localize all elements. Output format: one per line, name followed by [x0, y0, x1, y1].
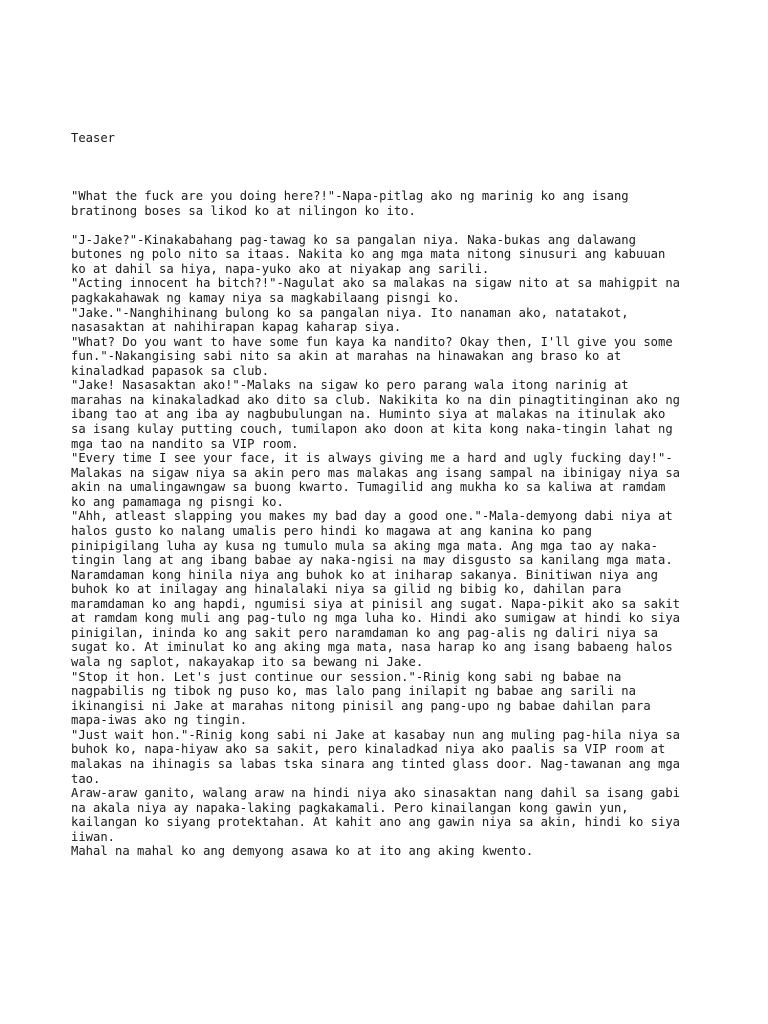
text-line: "Jake! Nasasaktan ako!"-Malaks na sigaw ko pero parang wala itong narinig at — [71, 378, 629, 393]
text-line: tingin lang at ang ibang babae ay naka-ngisi na may disgusto sa kanilang mga mata. — [71, 553, 673, 568]
text-line: na akala niya ay napaka-laking pagkakamali. Pero kinailangan kong gawin yun, — [71, 800, 629, 815]
text-line: tao. — [71, 771, 101, 786]
text-line: ko at dahil sa hiya, napa-yuko ako at niyakap ang sarili. — [71, 261, 490, 276]
text-line: maramdaman ko ang hapdi, ngumisi siya at pinisil ang sugat. Napa-pikit ako sa sakit — [71, 596, 681, 611]
text-line: Malakas na sigaw niya sa akin pero mas malakas ang isang sampal na ibinigay niya sa — [71, 465, 681, 480]
text-line: sugat ko. At iminulat ko ang aking mga mata, nasa harap ko ang isang babaeng halos — [71, 640, 673, 655]
text-line: buhok ko at inilagay ang hinalalaki niya sa gilid ng bibig ko, dahilan para — [71, 582, 622, 597]
text-line: "Just wait hon."-Rinig kong sabi ni Jake at kasabay nun ang muling pag-hila niya sa — [71, 727, 681, 742]
text-line: mapa-iwas ako ng tingin. — [71, 713, 248, 728]
text-line: marahas na kinakaladkad ako dito sa club. Nakikita ko na din pinagtitinginan ako ng — [71, 392, 681, 407]
text-line: Mahal na mahal ko ang demyong asawa ko at ito ang aking kwento. — [71, 844, 534, 859]
text-line: Araw-araw ganito, walang araw na hindi niya ako sinasaktan nang dahil sa isang gabi — [71, 786, 681, 801]
document-body — [71, 189, 711, 859]
text-line: pinipigilang luha ay kusa ng tumulo mula sa aking mga mata. Ang mga tao ay naka- — [71, 538, 658, 553]
text-line: kinaladkad papasok sa club. — [71, 363, 270, 378]
text-line: pagkakahawak ng kamay niya sa magkabilaang pisngi ko. — [71, 290, 460, 305]
text-line: buhok ko, napa-hiyaw ako sa sakit, pero kinaladkad niya ako paalis sa VIP room at — [71, 742, 666, 757]
text-line: halos gusto ko nalang umalis pero hindi ko magawa at ang kanina ko pang — [71, 523, 592, 538]
text-line: "What? Do you want to have some fun kaya ka nandito? Okay then, I'll give you some — [71, 334, 673, 349]
text-line: ko ang pamamaga ng pisngi ko. — [71, 494, 284, 509]
text-line: bratinong boses sa likod ko at nilingon ko ito. — [71, 203, 416, 218]
text-line: iiwan. — [71, 829, 116, 844]
text-line: ibang tao at ang iba ay nagbubulungan na. Huminto siya at malakas na itinulak ako — [71, 407, 666, 422]
text-line: "J-Jake?"-Kinakabahang pag-tawag ko sa pangalan niya. Naka-bukas ang dalawang — [71, 232, 636, 247]
paragraph-gap — [71, 218, 711, 233]
text-line: "Stop it hon. Let's just continue our session."-Rinig kong sabi ng babae na — [71, 669, 622, 684]
document-title: Teaser — [71, 131, 116, 145]
text-line: Naramdaman kong hinila niya ang buhok ko at iniharap sakanya. Binitiwan niya ang — [71, 567, 658, 582]
text-line: akin na umalingawngaw sa buong kwarto. Tumagilid ang mukha ko sa kaliwa at ramdam — [71, 480, 666, 495]
paragraph-opening — [71, 189, 711, 218]
text-line: nagpabilis ng tibok ng puso ko, mas lalo pang inilapit ng babae ang sarili na — [71, 684, 636, 699]
text-line: ikinangisi ni Jake at marahas nitong pinisil ang pang-upo ng babae dahilan para — [71, 698, 651, 713]
text-line: wala ng saplot, nakayakap ito sa bewang ni Jake. — [71, 655, 424, 669]
text-line: pinigilan, ininda ko ang sakit pero naramdaman ko ang pag-alis ng daliri niya sa — [71, 625, 658, 640]
paragraph-main — [71, 233, 711, 859]
text-line: at ramdam kong muli ang pag-tulo ng mga luha ko. Hindi ako sumigaw at hindi ko siya — [71, 611, 681, 626]
text-line: "Jake."-Nanghihinang bulong ko sa pangalan niya. Ito nanaman ako, natatakot, — [71, 305, 629, 320]
text-line: "Acting innocent ha bitch?!"-Nagulat ako sa malakas na sigaw nito at sa mahigpit na — [71, 276, 681, 291]
text-line: mga tao na nandito sa VIP room. — [71, 436, 299, 451]
text-line: malakas na ihinagis sa labas tska sinara ang tinted glass door. Nag-tawanan ang mga — [71, 756, 681, 771]
text-line: butones ng polo nito sa itaas. Nakita ko ang mga mata nitong sinusuri ang kabuuan — [71, 247, 666, 262]
text-line: fun."-Nakangising sabi nito sa akin at marahas na hinawakan ang braso ko at — [71, 349, 622, 364]
text-line: "What the fuck are you doing here?!"-Napa-pitlag ako ng marinig ko ang isang — [71, 189, 629, 203]
text-line: kailangan ko siyang protektahan. At kahit ano ang gawin niya sa akin, hindi ko siya — [71, 815, 681, 830]
text-line: sa isang kulay putting couch, tumilapon ako doon at kita kong naka-tingin lahat ng — [71, 422, 673, 436]
text-line: "Every time I see your face, it is always giving me a hard and ugly fucking day!"- — [71, 451, 673, 466]
text-line: "Ahh, atleast slapping you makes my bad day a good one."-Mala-demyong dabi niya at — [71, 509, 673, 524]
text-line: nasasaktan at nahihirapan kapag kaharap siya. — [71, 320, 402, 335]
